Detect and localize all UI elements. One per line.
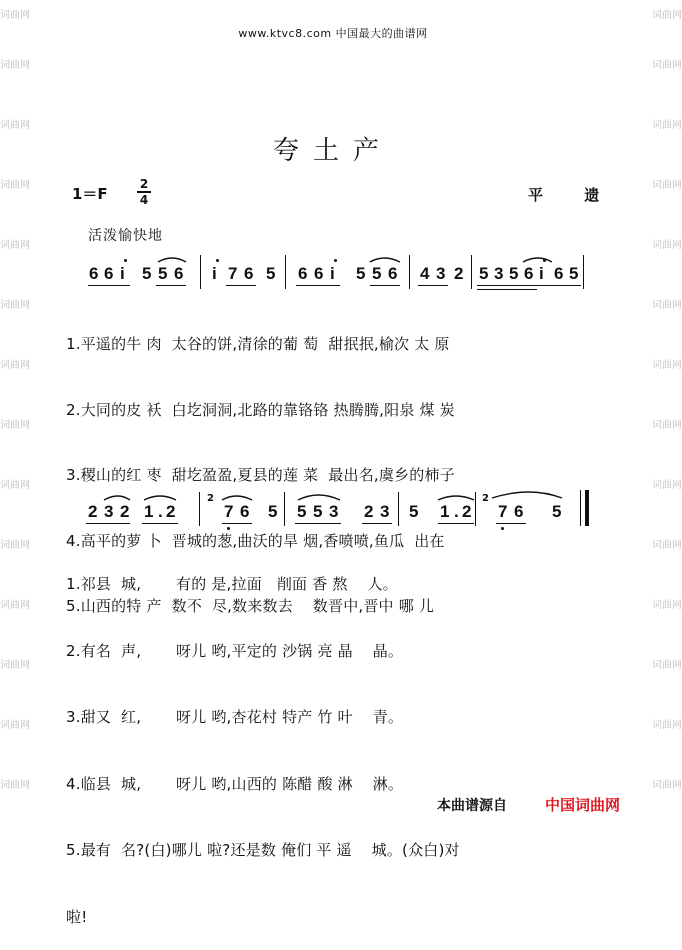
song-title: 夸土产 [272, 136, 393, 166]
note: 3 [494, 264, 504, 283]
note: 7 [224, 502, 234, 521]
watermark-text: 词曲网 [652, 780, 682, 791]
note: 6 [244, 264, 254, 283]
watermark-text: 词曲网 [0, 480, 30, 491]
eighth-underline [496, 523, 526, 524]
watermark-text: 词曲网 [0, 120, 30, 131]
watermark-text: 词曲网 [0, 720, 30, 731]
watermark-text: 词曲网 [652, 180, 682, 191]
watermark-text: 词曲网 [652, 240, 682, 251]
note: i [330, 264, 335, 283]
high-octave-dot [334, 259, 337, 262]
final-barline-thick [585, 490, 589, 526]
watermark-text: 词曲网 [0, 600, 30, 611]
note: 3 [380, 502, 390, 521]
watermark-text: 词曲网 [652, 120, 682, 131]
lyric-line: 2.有名 声, 呀儿 哟,平定的 沙锅 亮 晶 晶。 [66, 641, 404, 660]
watermark-text: 词曲网 [0, 780, 30, 791]
barline [583, 255, 584, 289]
lyric-line: 1.祁县 城, 有的 是,拉面 削面 香 熬 人。 [66, 575, 398, 593]
note: 6 [314, 264, 324, 283]
note: 5 [356, 264, 366, 283]
grace-note: 2 [207, 493, 214, 504]
lyric-line: 4.临县 城, 呀儿 哟,山西的 陈醋 酸 淋 淋。 [66, 774, 404, 793]
key-signature: 1＝F [72, 185, 108, 203]
high-octave-dot [216, 259, 219, 262]
note: 4 [420, 264, 430, 283]
eighth-underline [296, 285, 340, 286]
note: 3 [329, 502, 339, 521]
note: 6 [388, 264, 398, 283]
sixteenth-underline [477, 289, 537, 290]
note: 7 [498, 502, 508, 521]
watermark-text: 词曲网 [0, 180, 30, 191]
note: 6 [524, 264, 534, 283]
note: 5 [372, 264, 382, 283]
note: 6 [240, 502, 250, 521]
slur [370, 258, 400, 262]
eighth-underline [226, 285, 256, 286]
watermark-text: 词曲网 [0, 60, 30, 71]
eighth-underline [156, 285, 186, 286]
site-header: www.ktvc8.com 中国最大的曲谱网 [238, 27, 428, 40]
watermark-text: 词曲网 [0, 300, 30, 311]
barline [475, 492, 476, 526]
watermark-text: 词曲网 [652, 720, 682, 731]
grace-note: 2 [482, 493, 489, 504]
note: 2 [166, 502, 176, 521]
eighth-underline [537, 285, 581, 286]
watermark-text: 词曲网 [0, 540, 30, 551]
note: 1 [440, 502, 450, 521]
slur [158, 258, 186, 262]
note: 5 [268, 502, 278, 521]
meter-top: 2 [139, 177, 149, 191]
time-signature [137, 178, 151, 206]
watermark-text: 词曲网 [652, 300, 682, 311]
note: 3 [104, 502, 114, 521]
note: 1 [144, 502, 154, 521]
low-octave-dot [501, 527, 504, 530]
note: 3 [436, 264, 446, 283]
watermark-text: 词曲网 [0, 360, 30, 371]
watermark-text: 词曲网 [652, 10, 682, 21]
slur [523, 258, 552, 262]
note: 6 [174, 264, 184, 283]
eighth-underline [370, 285, 400, 286]
note: 2 [462, 502, 472, 521]
watermark-text: 词曲网 [0, 240, 30, 251]
eighth-underline [418, 285, 448, 286]
note: 6 [298, 264, 308, 283]
composer: 平 遗 [528, 186, 618, 204]
right-watermark-column [652, 0, 682, 844]
source-site-link[interactable]: 中国词曲网 [545, 796, 621, 814]
watermark-text: 词曲网 [652, 60, 682, 71]
source-label: 本曲谱源自 [437, 798, 507, 814]
watermark-text: 词曲网 [652, 480, 682, 491]
final-barline-thin [580, 490, 581, 526]
high-octave-dot [543, 259, 546, 262]
barline [200, 255, 201, 289]
watermark-text: 词曲网 [0, 660, 30, 671]
tempo-marking: 活泼愉快地 [88, 228, 163, 244]
watermark-text: 词曲网 [0, 420, 30, 431]
note: i [539, 264, 544, 283]
note: 7 [228, 264, 238, 283]
high-octave-dot [124, 259, 127, 262]
barline [409, 255, 410, 289]
watermark-text: 词曲网 [652, 420, 682, 431]
note: 2 [120, 502, 130, 521]
note: 5 [409, 502, 419, 521]
eighth-underline [88, 285, 130, 286]
lyric-line: 啦! [66, 907, 88, 926]
barline [285, 255, 286, 289]
note: 5 [142, 264, 152, 283]
note: 5 [509, 264, 519, 283]
note: i [120, 264, 125, 283]
meter-bottom: 4 [139, 193, 149, 207]
watermark-text: 词曲网 [652, 600, 682, 611]
lyric-line: 2.大同的皮 袄 白圪洞洞,北路的靠铬铬 热腾腾,阳泉 煤 炭 [66, 400, 455, 419]
note: 2 [454, 264, 464, 283]
note: 5 [158, 264, 168, 283]
note: . [158, 502, 163, 521]
note: 5 [297, 502, 307, 521]
eighth-underline [477, 285, 537, 286]
watermark-text: 词曲网 [652, 540, 682, 551]
note: 6 [554, 264, 564, 283]
lyric-line: 5.最有 名?(白)哪儿 啦?还是数 俺们 平 遥 城。(众白)对 [66, 841, 460, 859]
watermark-text: 词曲网 [0, 10, 30, 21]
lyric-line: 3.甜又 红, 呀儿 哟,杏花村 特产 竹 叶 青。 [66, 708, 404, 726]
note: 5 [569, 264, 579, 283]
note: 6 [104, 264, 114, 283]
lyric-line: 3.稷山的红 枣 甜圪盈盈,夏县的莲 菜 最出名,虞乡的柿子 [66, 466, 455, 484]
note: 6 [514, 502, 524, 521]
lyrics-system-2 [66, 533, 460, 950]
lyric-line: 5.山西的特 产 数不 尽,数来数去 数晋中,晋中 哪 儿 [66, 597, 435, 615]
note: i [212, 264, 217, 283]
watermark-text: 词曲网 [652, 360, 682, 371]
note: 2 [88, 502, 98, 521]
note: . [454, 502, 459, 521]
watermark-text: 词曲网 [652, 660, 682, 671]
lyric-line: 4.高平的萝 卜 晋城的葱,曲沃的旱 烟,香喷喷,鱼瓜 出在 [66, 531, 445, 550]
note: 5 [266, 264, 276, 283]
note: 2 [364, 502, 374, 521]
lyric-line: 1.平遥的牛 肉 太谷的饼,清徐的葡 萄 甜抿抿,榆次 太 原 [66, 335, 450, 353]
slur [492, 492, 562, 498]
note: 5 [313, 502, 323, 521]
note: 5 [552, 502, 562, 521]
note: 6 [89, 264, 99, 283]
note: 5 [479, 264, 489, 283]
barline [471, 255, 472, 289]
